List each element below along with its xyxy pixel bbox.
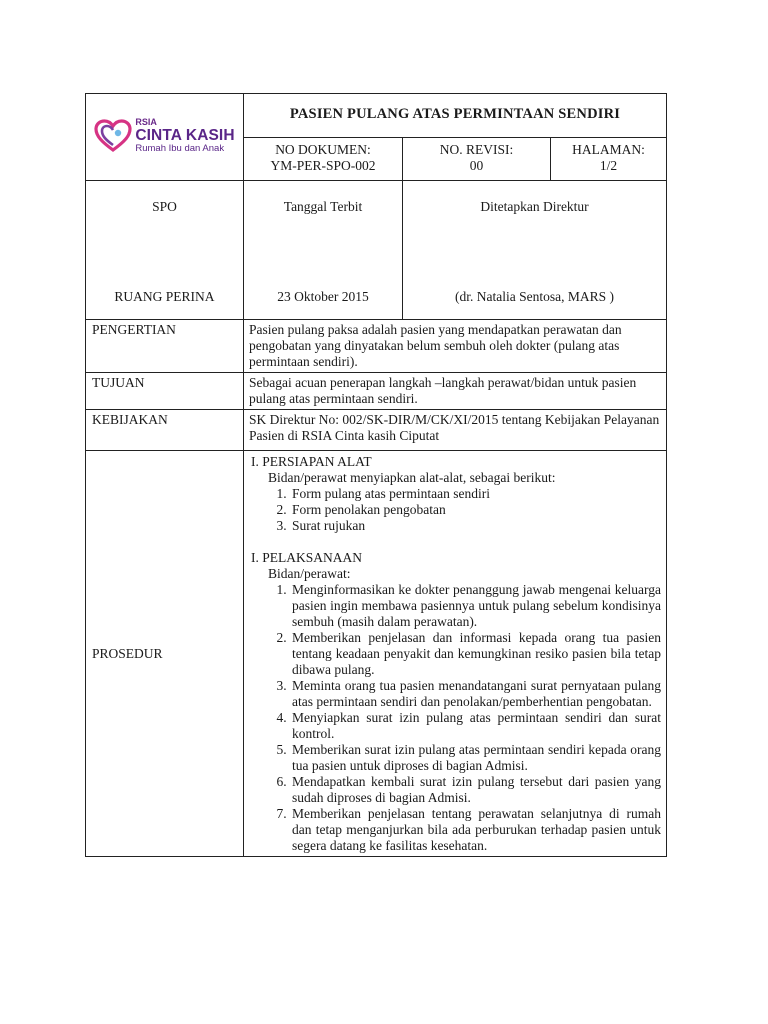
halaman-label: HALAMAN: <box>572 142 645 157</box>
list-item: 3. Meminta orang tua pasien menandatangani surat pernyataan pulang atas permintaan sendiri dan penolakan/pemberhentian pengobatan. <box>290 678 661 710</box>
list-item: 1. Menginformasikan ke dokter penanggung jawab mengenai keluarga pasien ingin membawa pasiennya untuk pulang sebelum kondisinya sembuh (masih dalam perawatan). <box>290 582 661 630</box>
logo-cell <box>86 94 244 181</box>
spo-table <box>85 93 667 857</box>
list-item: 2. Memberikan penjelasan dan informasi kepada orang tua pasien tentang keadaan penyakit dan kemungkinan resiko pasien bila tetap dibawa pulang. <box>290 630 661 678</box>
logo-subtitle-text: Rumah Ibu dan Anak <box>135 143 225 154</box>
ditetapkan-cell <box>403 181 667 320</box>
no-revisi-cell <box>403 138 551 181</box>
list-item: 7. Memberikan penjelasan tentang perawatan selanjutnya di rumah dan tetap menganjurkan bila ada perburukan terhadap pasien untuk segera datang ke fasilitas kesehatan. <box>290 806 661 854</box>
pengertian-label: PENGERTIAN <box>86 320 244 373</box>
list-item: 5. Memberikan surat izin pulang atas permintaan sendiri kepada orang tua pasien untuk diproses di bagian Admisi. <box>290 742 661 774</box>
section2-title: I. PELAKSANAAN <box>251 550 362 565</box>
spo-cell <box>86 181 244 320</box>
tujuan-text: Sebagai acuan penerapan langkah –langkah perawat/bidan untuk pasien pulang atas permintaan sendiri. <box>244 373 667 410</box>
section1-intro: Bidan/perawat menyiapkan alat-alat, sebagai berikut: <box>268 470 556 485</box>
logo-small-text: RSIA <box>135 116 157 127</box>
spo-unit: RUANG PERINA <box>114 289 215 304</box>
ditetapkan-name: (dr. Natalia Sentosa, MARS ) <box>455 289 614 304</box>
logo-name-text: CINTA KASIH <box>135 126 235 144</box>
no-dokumen-cell <box>244 138 403 181</box>
section1-title: I. PERSIAPAN ALAT <box>251 454 372 469</box>
prosedur-label: PROSEDUR <box>86 451 244 857</box>
hospital-logo <box>94 118 234 154</box>
spo-document <box>85 93 666 857</box>
list-item: 6. Mendapatkan kembali surat izin pulang tersebut dari pasien yang sudah diproses di bagian Admisi. <box>290 774 661 806</box>
list-item: 3. Surat rujukan <box>290 518 661 534</box>
kebijakan-label: KEBIJAKAN <box>86 410 244 451</box>
tanggal-label: Tanggal Terbit <box>283 199 363 214</box>
section1-list <box>249 486 661 534</box>
list-item: 4. Menyiapkan surat izin pulang atas permintaan sendiri dan surat kontrol. <box>290 710 661 742</box>
kebijakan-text: SK Direktur No: 002/SK-DIR/M/CK/XI/2015 tentang Kebijakan Pelayanan Pasien di RSIA Cinta kasih Ciputat <box>244 410 667 451</box>
section2-intro: Bidan/perawat: <box>268 566 351 581</box>
no-revisi-label: NO. REVISI: <box>439 142 514 157</box>
list-item: 1. Form pulang atas permintaan sendiri <box>290 486 661 502</box>
ditetapkan-label: Ditetapkan Direktur <box>480 199 589 214</box>
tanggal-value: 23 Oktober 2015 <box>277 289 369 304</box>
tanggal-cell <box>244 181 403 320</box>
halaman-cell <box>551 138 667 181</box>
heart-logo-icon <box>94 119 132 153</box>
document-title: PASIEN PULANG ATAS PERMINTAAN SENDIRI <box>244 94 667 138</box>
no-dokumen-value: YM-PER-SPO-002 <box>270 158 376 173</box>
spo-label: SPO <box>152 199 177 214</box>
no-dokumen-label: NO DOKUMEN: <box>275 142 371 157</box>
section2-list <box>249 582 661 854</box>
no-revisi-value: 00 <box>469 158 484 173</box>
tujuan-label: TUJUAN <box>86 373 244 410</box>
prosedur-content <box>244 451 667 857</box>
halaman-value: 1/2 <box>599 158 618 173</box>
pengertian-text: Pasien pulang paksa adalah pasien yang mendapatkan perawatan dan pengobatan yang dinyatakan belum sembuh oleh dokter (pulang atas permintaan sendiri). <box>244 320 667 373</box>
list-item: 2. Form penolakan pengobatan <box>290 502 661 518</box>
